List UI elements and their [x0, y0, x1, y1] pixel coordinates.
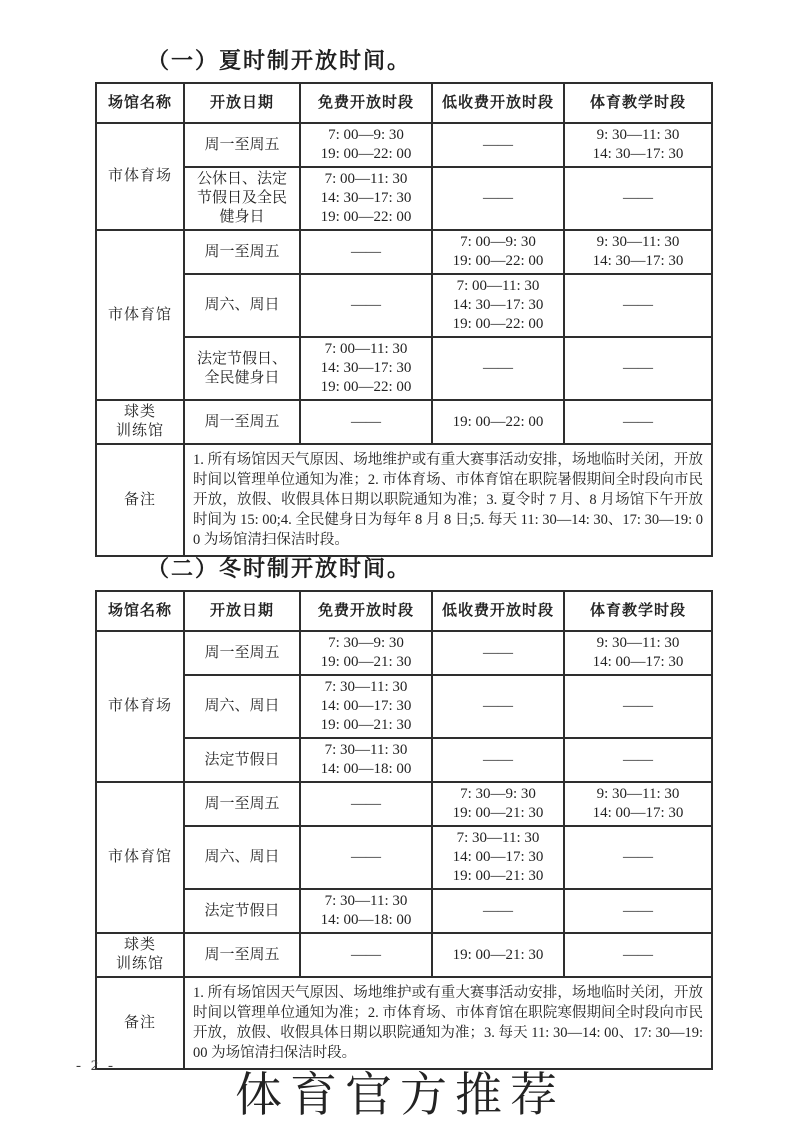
cell-line: 7: 00—11: 30	[324, 171, 408, 187]
cell-line: 14: 00—17: 30	[320, 698, 412, 714]
teaching-hours-cell	[564, 123, 712, 167]
column-header: 免费开放时段	[300, 83, 432, 123]
free-hours-cell: ——	[300, 400, 432, 444]
table-row	[96, 738, 712, 782]
cell-line: 14: 00—17: 30	[592, 654, 684, 670]
cell-line: 训练馆	[115, 956, 164, 972]
teaching-hours-cell	[564, 782, 712, 826]
venue-name-cell: 市体育馆	[96, 230, 184, 400]
date-cell: 周六、周日	[184, 274, 300, 337]
low-fee-hours-cell: ——	[432, 889, 564, 933]
remark-text-cell: 1. 所有场馆因天气原因、场地维护或有重大赛事活动安排，场地临时关闭，开放时间以管理单位通知为准；2. 市体育场、市体育馆在职院暑假期间全时段向市民开放，放假、收假具体日期以职院通知为准；3. 夏令时 7 月、8 月场馆下午开放时间为 15: 00;4. 全民健身日为每年 8 月 8 日;5. 每天 11: 30—14: 30、17: 30—19: 00 为场馆清扫保洁时段。	[184, 444, 712, 556]
table-row	[96, 933, 712, 977]
cell-line: 19: 00—22: 00	[452, 253, 544, 269]
column-header: 低收费开放时段	[432, 83, 564, 123]
table-row	[96, 167, 712, 230]
date-cell: 周六、周日	[184, 675, 300, 738]
cell-line: 19: 00—22: 00	[320, 146, 412, 162]
free-hours-cell: ——	[300, 230, 432, 274]
date-cell: 周一至周五	[184, 123, 300, 167]
free-hours-cell: ——	[300, 933, 432, 977]
remark-row	[96, 444, 712, 556]
low-fee-hours-cell: ——	[432, 123, 564, 167]
cell-line: 9: 30—11: 30	[596, 635, 680, 651]
low-fee-hours-cell	[432, 274, 564, 337]
teaching-hours-cell: ——	[564, 167, 712, 230]
page-number: - 2 -	[76, 1058, 116, 1074]
column-header: 开放日期	[184, 83, 300, 123]
cell-line: 14: 00—17: 30	[592, 805, 684, 821]
teaching-hours-cell: ——	[564, 933, 712, 977]
remark-label-cell: 备注	[96, 444, 184, 556]
low-fee-hours-cell: ——	[432, 631, 564, 675]
remark-text-cell: 1. 所有场馆因天气原因、场地维护或有重大赛事活动安排，场地临时关闭，开放时间以管理单位通知为准；2. 市体育场、市体育馆在职院寒假期间全时段向市民开放，放假、收假具体日期以职院通知为准；3. 每天 11: 30—14: 00、17: 30—19: 00 为场馆清扫保洁时段。	[184, 977, 712, 1069]
cell-line: 19: 00—22: 00	[452, 316, 544, 332]
cell-line: 14: 30—17: 30	[320, 190, 412, 206]
cell-line: 7: 30—9: 30	[328, 635, 404, 651]
date-cell: 周六、周日	[184, 826, 300, 889]
table-row	[96, 400, 712, 444]
cell-line: 19: 00—21: 30	[320, 717, 412, 733]
summer-table	[95, 82, 713, 557]
table-row	[96, 631, 712, 675]
cell-line: 7: 30—11: 30	[324, 679, 408, 695]
date-cell: 周一至周五	[184, 631, 300, 675]
header-row	[96, 83, 712, 123]
low-fee-hours-cell: ——	[432, 167, 564, 230]
table-row	[96, 230, 712, 274]
date-cell: 周一至周五	[184, 400, 300, 444]
venue-name-cell	[96, 400, 184, 444]
cell-line: 9: 30—11: 30	[596, 786, 680, 802]
cell-line: 14: 30—17: 30	[592, 253, 684, 269]
venue-name-cell: 市体育场	[96, 631, 184, 782]
cell-line: 19: 00—22: 00	[320, 379, 412, 395]
cell-line: 14: 00—17: 30	[452, 849, 544, 865]
winter-table	[95, 590, 713, 1070]
venue-name-cell: 市体育馆	[96, 782, 184, 933]
cell-line: 14: 30—17: 30	[452, 297, 544, 313]
free-hours-cell	[300, 631, 432, 675]
free-hours-cell	[300, 167, 432, 230]
cell-line: 球类	[123, 404, 156, 420]
table-row	[96, 675, 712, 738]
remark-label-cell: 备注	[96, 977, 184, 1069]
cell-line: 19: 00—21: 30	[452, 805, 544, 821]
cell-line: 7: 00—9: 30	[328, 127, 404, 143]
teaching-hours-cell	[564, 230, 712, 274]
cell-line: 14: 30—17: 30	[592, 146, 684, 162]
teaching-hours-cell: ——	[564, 400, 712, 444]
date-cell: 周一至周五	[184, 782, 300, 826]
cell-line: 19: 00—21: 30	[320, 654, 412, 670]
cell-line: 14: 30—17: 30	[320, 360, 412, 376]
teaching-hours-cell: ——	[564, 274, 712, 337]
date-cell: 法定节假日	[184, 738, 300, 782]
cell-line: 7: 30—11: 30	[324, 742, 408, 758]
cell-line: 7: 30—11: 30	[324, 893, 408, 909]
low-fee-hours-cell	[432, 782, 564, 826]
cell-line: 训练馆	[115, 423, 164, 439]
watermark-text: 体育官方推荐	[235, 1070, 565, 1122]
table-row	[96, 782, 712, 826]
cell-line: 19: 00—22: 00	[320, 209, 412, 225]
column-header: 场馆名称	[96, 591, 184, 631]
free-hours-cell: ——	[300, 274, 432, 337]
free-hours-cell	[300, 889, 432, 933]
free-hours-cell	[300, 123, 432, 167]
cell-line: 9: 30—11: 30	[596, 127, 680, 143]
cell-line: 7: 00—11: 30	[456, 278, 540, 294]
cell-line: 9: 30—11: 30	[596, 234, 680, 250]
cell-line: 7: 00—11: 30	[324, 341, 408, 357]
low-fee-hours-cell: ——	[432, 337, 564, 400]
teaching-hours-cell: ——	[564, 826, 712, 889]
column-header: 低收费开放时段	[432, 591, 564, 631]
low-fee-hours-cell: 19: 00—22: 00	[432, 400, 564, 444]
column-header: 体育教学时段	[564, 83, 712, 123]
table-row	[96, 889, 712, 933]
free-hours-cell: ——	[300, 826, 432, 889]
table-row	[96, 826, 712, 889]
teaching-hours-cell: ——	[564, 337, 712, 400]
free-hours-cell: ——	[300, 782, 432, 826]
teaching-hours-cell: ——	[564, 675, 712, 738]
low-fee-hours-cell: ——	[432, 738, 564, 782]
free-hours-cell	[300, 738, 432, 782]
teaching-hours-cell	[564, 631, 712, 675]
winter-section-title: （二）冬时制开放时间。	[147, 556, 412, 581]
low-fee-hours-cell: 19: 00—21: 30	[432, 933, 564, 977]
venue-name-cell: 市体育场	[96, 123, 184, 230]
date-cell: 周一至周五	[184, 230, 300, 274]
table-row	[96, 123, 712, 167]
date-cell: 公休日、法定节假日及全民健身日	[184, 167, 300, 230]
teaching-hours-cell: ——	[564, 889, 712, 933]
column-header: 场馆名称	[96, 83, 184, 123]
venue-name-cell	[96, 933, 184, 977]
summer-section-title: （一）夏时制开放时间。	[147, 48, 412, 73]
date-cell: 周一至周五	[184, 933, 300, 977]
cell-line: 7: 00—9: 30	[460, 234, 536, 250]
low-fee-hours-cell	[432, 826, 564, 889]
cell-line: 7: 30—9: 30	[460, 786, 536, 802]
date-cell: 法定节假日、全民健身日	[184, 337, 300, 400]
teaching-hours-cell: ——	[564, 738, 712, 782]
cell-line: 14: 00—18: 00	[320, 912, 412, 928]
low-fee-hours-cell	[432, 230, 564, 274]
cell-line: 14: 00—18: 00	[320, 761, 412, 777]
free-hours-cell	[300, 337, 432, 400]
header-row	[96, 591, 712, 631]
table-row	[96, 274, 712, 337]
table-row	[96, 337, 712, 400]
column-header: 体育教学时段	[564, 591, 712, 631]
column-header: 开放日期	[184, 591, 300, 631]
remark-row	[96, 977, 712, 1069]
cell-line: 球类	[123, 937, 156, 953]
cell-line: 19: 00—21: 30	[452, 868, 544, 884]
cell-line: 7: 30—11: 30	[456, 830, 540, 846]
date-cell: 法定节假日	[184, 889, 300, 933]
low-fee-hours-cell: ——	[432, 675, 564, 738]
column-header: 免费开放时段	[300, 591, 432, 631]
free-hours-cell	[300, 675, 432, 738]
